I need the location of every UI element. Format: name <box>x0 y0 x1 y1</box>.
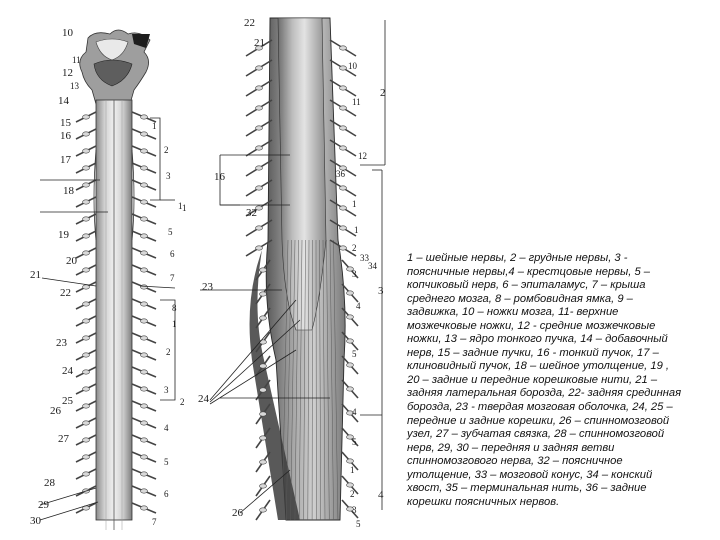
legend-line: задвижка, 10 – ножки мозга, 11- верхние <box>407 306 619 319</box>
ganglion-shape <box>256 106 263 110</box>
ganglion-shape <box>141 438 148 442</box>
ganglion-shape <box>260 436 267 440</box>
label-2c-right: 2 <box>350 489 355 499</box>
legend-line: спинномозгового нерва, 32 – поясничное <box>407 455 623 468</box>
label-b2: 2 <box>180 397 185 407</box>
label-r3b: 3 <box>164 385 169 395</box>
ganglion-shape <box>256 186 263 190</box>
ganglion-shape <box>141 268 148 272</box>
label-20: 20 <box>66 255 77 267</box>
label-r7: 7 <box>170 273 175 283</box>
label-23-right: 23 <box>202 281 213 293</box>
ganglion-shape <box>347 315 354 319</box>
label-24-right: 24 <box>198 393 209 405</box>
ganglion-shape <box>141 472 148 476</box>
ganglion-shape <box>141 319 148 323</box>
label-22: 22 <box>60 287 71 299</box>
label-r2a: 2 <box>164 145 169 155</box>
ganglion-shape <box>83 455 90 459</box>
legend-line: корешки поясничных нервов. <box>407 495 560 508</box>
label-5c-right: 5 <box>356 519 361 529</box>
label-14: 14 <box>58 95 69 107</box>
ganglion-shape <box>83 404 90 408</box>
legend-line: нерв, 29, 30 – передняя и задняя ветви <box>407 441 615 454</box>
label-4c-right: 4 <box>378 489 384 501</box>
legend-line: утолщение, 33 – мозговой конус, 34 – конский <box>407 468 653 481</box>
label-r8: 8 <box>172 303 177 313</box>
ganglion-shape <box>260 340 267 344</box>
label-r6b: 6 <box>164 489 169 499</box>
ganglion-shape <box>141 132 148 136</box>
ganglion-shape <box>83 387 90 391</box>
label-17: 17 <box>60 154 71 166</box>
ganglion-shape <box>256 226 263 230</box>
label-30: 30 <box>30 515 41 527</box>
label-27: 27 <box>58 433 69 445</box>
label-r1a: 1 <box>152 121 157 131</box>
ganglion-shape <box>347 459 354 463</box>
label-r5: 5 <box>168 227 173 237</box>
ganglion-shape <box>256 246 263 250</box>
label-4a-right: 4 <box>356 301 361 311</box>
ganglion-shape <box>83 285 90 289</box>
ganglion-shape <box>340 146 347 150</box>
label-32: 32 <box>246 207 257 219</box>
ganglion-shape <box>83 302 90 306</box>
label-21-right: 21 <box>254 37 265 49</box>
ganglion-shape <box>83 132 90 136</box>
ganglion-shape <box>83 251 90 255</box>
label-3-right: 3 <box>352 269 357 279</box>
label-11: 11 <box>72 55 81 65</box>
ganglion-shape <box>340 246 347 250</box>
legend-line: клиновидный пучок, 18 – шейное утолщение, 19 , <box>407 360 670 373</box>
ganglion-shape <box>83 166 90 170</box>
ganglion-shape <box>83 268 90 272</box>
ganglion-shape <box>260 412 267 416</box>
label-15: 15 <box>60 117 71 129</box>
ganglion-shape <box>141 217 148 221</box>
ganglion-shape <box>340 186 347 190</box>
ganglion-shape <box>83 217 90 221</box>
legend-line: борозда, 23 - твердая мозговая оболочка, 24, 25 – <box>407 401 673 414</box>
ganglion-shape <box>256 86 263 90</box>
ganglion-shape <box>83 183 90 187</box>
label-r2b: 2 <box>166 347 171 357</box>
ganglion-shape <box>141 200 148 204</box>
ganglion-shape <box>256 166 263 170</box>
ganglion-shape <box>83 438 90 442</box>
ganglion-shape <box>260 508 267 512</box>
label-19: 19 <box>58 229 69 241</box>
label-r6: 6 <box>170 249 175 259</box>
ganglion-shape <box>83 319 90 323</box>
label-1c-right: 1 <box>350 465 355 475</box>
ganglion-shape <box>83 115 90 119</box>
ganglion-shape <box>347 483 354 487</box>
ganglion-shape <box>340 206 347 210</box>
ganglion-shape <box>260 460 267 464</box>
label-r1c: 1 <box>172 319 177 329</box>
label-2b-right: 2 <box>352 243 357 253</box>
label-1a-right: 1 <box>352 199 357 209</box>
label-r5b: 5 <box>164 457 169 467</box>
ganglion-shape <box>83 421 90 425</box>
label-13: 13 <box>70 81 79 91</box>
ganglion-shape <box>141 489 148 493</box>
legend-line: копчиковый нерв, 6 – эпиталамус, 7 – крыша <box>407 279 646 292</box>
ganglion-shape <box>260 364 267 368</box>
label-5b-right: 5 <box>352 437 357 447</box>
ganglion-shape <box>141 183 148 187</box>
label-2-right: 2 <box>380 87 386 99</box>
ganglion-shape <box>141 285 148 289</box>
legend-line: задняя латеральная борозда, 22- задняя срединная <box>407 387 682 400</box>
label-4b-right: 4 <box>352 407 357 417</box>
label-10: 10 <box>62 27 73 39</box>
label-r3a: 3 <box>166 171 171 181</box>
legend-line: передние и задние корешки, 26 – спинномозговой <box>407 414 670 427</box>
ganglion-shape <box>260 268 267 272</box>
ganglion-shape <box>83 353 90 357</box>
ganglion-shape <box>141 251 148 255</box>
ganglion-shape <box>340 66 347 70</box>
label-26-right: 26 <box>232 507 243 519</box>
ganglion-shape <box>260 316 267 320</box>
ganglion-shape <box>347 339 354 343</box>
label-12: 12 <box>62 67 73 79</box>
ganglion-shape <box>83 200 90 204</box>
ganglion-shape <box>141 115 148 119</box>
legend-line: узел, 27 – зубчатая связка, 28 – спинномозговой <box>407 428 665 441</box>
legend-line: поясничные нервы,4 – крестцовые нервы, 5 – <box>407 265 651 278</box>
label-18: 18 <box>63 185 74 197</box>
legend-line: 20 – задние и передние корешковые нити, 21 – <box>407 373 658 386</box>
legend-line: нерв, 15 – задние пучки, 16 - тонкий пучок, 17 – <box>407 346 659 359</box>
label-36: 36 <box>336 169 345 179</box>
ganglion-shape <box>256 126 263 130</box>
label-29: 29 <box>38 499 49 511</box>
ganglion-shape <box>83 149 90 153</box>
label-34: 34 <box>368 261 377 271</box>
ganglion-shape <box>340 46 347 50</box>
label-21: 21 <box>30 269 41 281</box>
ganglion-shape <box>340 226 347 230</box>
ganglion-shape <box>141 302 148 306</box>
ganglion-shape <box>340 126 347 130</box>
label-28: 28 <box>44 477 55 489</box>
ganglion-shape <box>347 291 354 295</box>
label-3b-right: 3 <box>378 285 384 297</box>
legend-line: хвост, 35 – терминальная нить, 36 – задние <box>407 482 647 495</box>
label-b1: 1 <box>182 203 187 213</box>
label-1b-right: 1 <box>354 225 359 235</box>
ganglion-shape <box>141 421 148 425</box>
label-16-right: 16 <box>214 171 225 183</box>
label-23: 23 <box>56 337 67 349</box>
ganglion-shape <box>260 388 267 392</box>
label-10-right: 10 <box>348 61 357 71</box>
label-22-right: 22 <box>244 17 255 29</box>
label-24: 24 <box>62 365 73 377</box>
ganglion-shape <box>141 455 148 459</box>
ganglion-shape <box>141 166 148 170</box>
ganglion-shape <box>256 146 263 150</box>
ganglion-shape <box>340 106 347 110</box>
legend-line: ножки, 13 – ядро тонкого пучка, 14 – добавочный <box>407 333 668 346</box>
ganglion-shape <box>83 336 90 340</box>
legend-line: мозжечковые ножки, 12 - средние мозжечковые <box>407 319 656 332</box>
legend-line: среднего мозга, 8 – ромбовидная ямка, 9 – <box>407 292 633 305</box>
ganglion-shape <box>256 66 263 70</box>
ganglion-shape <box>141 149 148 153</box>
label-r4: 4 <box>164 423 169 433</box>
ganglion-shape <box>141 404 148 408</box>
ganglion-shape <box>141 387 148 391</box>
label-3c-right: 3 <box>352 505 357 515</box>
ganglion-shape <box>83 370 90 374</box>
ganglion-shape <box>141 234 148 238</box>
legend-text <box>407 252 707 509</box>
right-cord <box>246 18 358 520</box>
ganglion-shape <box>260 484 267 488</box>
ganglion-shape <box>347 387 354 391</box>
label-11-right: 11 <box>352 97 361 107</box>
label-26: 26 <box>50 405 61 417</box>
ganglion-shape <box>83 234 90 238</box>
label-12-right: 12 <box>358 151 367 161</box>
left-cord <box>76 30 156 530</box>
label-33: 33 <box>360 253 369 263</box>
ganglion-shape <box>141 370 148 374</box>
label-25: 25 <box>62 395 73 407</box>
label-16: 16 <box>60 130 71 142</box>
ganglion-shape <box>83 472 90 476</box>
ganglion-shape <box>347 363 354 367</box>
label-r7b: 7 <box>152 517 157 527</box>
ganglion-shape <box>141 506 148 510</box>
legend-line: 1 – шейные нервы, 2 – грудные нервы, 3 - <box>407 252 628 264</box>
ganglion-shape <box>340 86 347 90</box>
label-r1b: 1 <box>178 201 183 211</box>
label-5a-right: 5 <box>352 349 357 359</box>
ganglion-shape <box>141 353 148 357</box>
ganglion-shape <box>260 292 267 296</box>
ganglion-shape <box>141 336 148 340</box>
